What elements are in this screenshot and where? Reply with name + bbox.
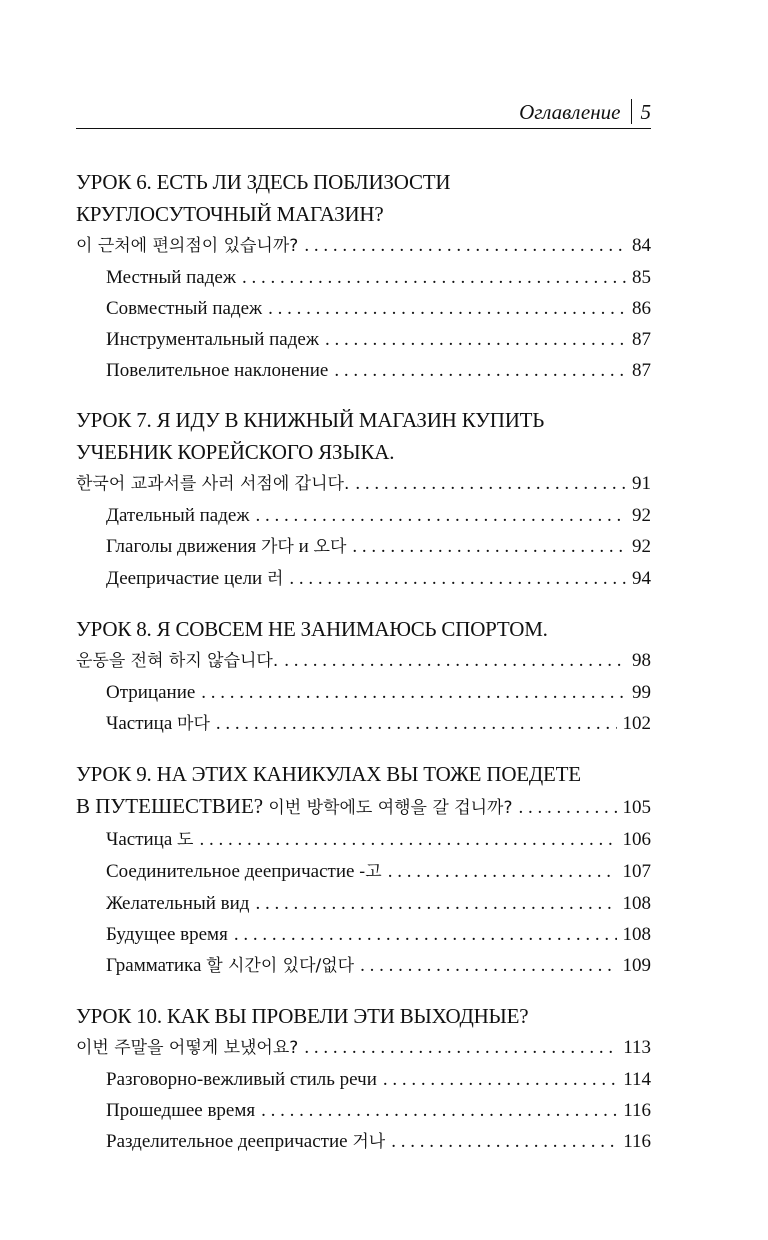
lesson-title-line: УЧЕБНИК КОРЕЙСКОГО ЯЗЫКА. (76, 440, 395, 464)
toc-entry[interactable] (76, 919, 651, 950)
entry-label-korean: 거나 (352, 1132, 386, 1152)
leader-dots (519, 792, 617, 824)
leader-dots (334, 355, 626, 386)
header-rule (76, 128, 651, 129)
toc-entry-korean[interactable] (76, 468, 651, 500)
leader-dots (255, 500, 626, 531)
entry-label (106, 950, 354, 982)
entry-label-korean: -고 (359, 862, 382, 882)
entry-label: Прошедшее время (106, 1100, 256, 1121)
entry-label (76, 790, 513, 824)
leader-dots (304, 1032, 617, 1063)
entry-label: Будущее время (106, 924, 228, 945)
entry-page: 109 (622, 955, 651, 976)
entry-label: 운동을 전혀 하지 않습니다. (76, 651, 279, 671)
leader-dots (234, 919, 617, 950)
entry-label-text: В ПУТЕШЕСТВИЕ? (76, 794, 264, 818)
lesson-title-line: УРОК 9. НА ЭТИХ КАНИКУЛАХ ВЫ ТОЖЕ ПОЕДЕТЕ (76, 762, 581, 786)
toc-entry[interactable] (76, 355, 651, 386)
table-of-contents (76, 166, 651, 1176)
entry-page: 87 (632, 360, 651, 381)
toc-entry[interactable] (76, 888, 651, 919)
leader-dots (304, 230, 626, 261)
toc-entry[interactable] (76, 1095, 651, 1126)
leader-dots (355, 468, 626, 499)
entry-label: 이 근처에 편의점이 있습니까? (76, 236, 299, 256)
entry-label: 이번 주말을 어떻게 보냈어요? (76, 1038, 299, 1058)
toc-entry[interactable] (76, 293, 651, 324)
entry-label: 한국어 교과서를 사러 서점에 갑니다. (76, 474, 350, 494)
entry-label-text: Деепричастие цели (106, 568, 263, 589)
leader-dots (199, 824, 616, 855)
leader-dots (383, 1064, 617, 1095)
entry-label: Местный падеж (106, 267, 236, 288)
entry-label: Дательный падеж (106, 505, 250, 526)
lesson-9 (76, 758, 651, 982)
toc-entry[interactable] (76, 531, 651, 563)
page-number: 5 (640, 100, 651, 124)
toc-entry[interactable] (76, 262, 651, 293)
entry-label (106, 708, 210, 740)
entry-label-text: Соединительное деепричастие (106, 861, 355, 882)
toc-entry[interactable] (76, 324, 651, 355)
toc-entry-korean[interactable] (76, 645, 651, 677)
entry-label (106, 824, 193, 856)
entry-page: 116 (623, 1131, 651, 1152)
entry-page: 86 (632, 298, 651, 319)
entry-label: Повелительное наклонение (106, 360, 329, 381)
lesson-title-line: УРОК 6. ЕСТЬ ЛИ ЗДЕСЬ ПОБЛИЗОСТИ (76, 170, 451, 194)
entry-label (106, 563, 283, 595)
toc-entry[interactable] (76, 677, 651, 708)
entry-page: 108 (622, 924, 651, 945)
entry-label: Инструментальный падеж (106, 329, 319, 350)
toc-entry[interactable] (76, 1126, 651, 1158)
entry-label-conjunction: и (298, 536, 309, 557)
leader-dots (261, 1095, 617, 1126)
toc-entry-korean[interactable] (76, 230, 651, 262)
toc-entry[interactable] (76, 856, 651, 888)
entry-page: 98 (632, 650, 651, 671)
entry-page: 85 (632, 267, 651, 288)
entry-label-text: Частица (106, 829, 173, 850)
lesson-title-line: УРОК 10. КАК ВЫ ПРОВЕЛИ ЭТИ ВЫХОДНЫЕ? (76, 1004, 529, 1028)
entry-page: 106 (622, 829, 651, 850)
entry-label-text: Глаголы движения (106, 536, 257, 557)
entry-label-korean: 러 (266, 569, 284, 589)
header-title: Оглавление (519, 100, 621, 124)
entry-label-korean: 오다 (313, 537, 347, 557)
lesson-title-line: УРОК 7. Я ИДУ В КНИЖНЫЙ МАГАЗИН КУПИТЬ (76, 408, 545, 432)
header-divider (631, 99, 632, 124)
entry-page: 92 (632, 505, 651, 526)
entry-page: 99 (632, 682, 651, 703)
leader-dots (325, 324, 626, 355)
entry-page: 116 (623, 1100, 651, 1121)
lesson-title-line: УРОК 8. Я СОВСЕМ НЕ ЗАНИМАЮСЬ СПОРТОМ. (76, 617, 548, 641)
leader-dots (352, 531, 626, 562)
entry-label: Отрицание (106, 682, 196, 703)
leader-dots (242, 262, 626, 293)
entry-label-korean: 할 시간이 있다/없다 (206, 956, 355, 976)
lesson-6 (76, 166, 651, 386)
entry-page: 107 (622, 861, 651, 882)
leader-dots (284, 645, 626, 676)
toc-entry-title[interactable] (76, 790, 651, 824)
lesson-title-line: КРУГЛОСУТОЧНЫЙ МАГАЗИН? (76, 202, 384, 226)
entry-label (106, 1126, 385, 1158)
lesson-10 (76, 1000, 651, 1158)
toc-entry[interactable] (76, 824, 651, 856)
entry-label (106, 856, 382, 888)
entry-label-korean: 도 (177, 830, 194, 850)
entry-label-text: Разделительное деепричастие (106, 1131, 348, 1152)
leader-dots (391, 1126, 617, 1157)
toc-entry-korean[interactable] (76, 1032, 651, 1064)
leader-dots (268, 293, 626, 324)
leader-dots (388, 856, 617, 887)
entry-label: Желательный вид (106, 893, 250, 914)
entry-page: 92 (632, 536, 651, 557)
entry-label-text: Грамматика (106, 955, 202, 976)
entry-label-korean: 가다 (260, 537, 294, 557)
entry-label: Разговорно-вежливый стиль речи (106, 1069, 377, 1090)
entry-page: 87 (632, 329, 651, 350)
lesson-8 (76, 613, 651, 740)
entry-page: 84 (632, 235, 651, 256)
entry-label: Совместный падеж (106, 298, 263, 319)
entry-page: 113 (623, 1037, 651, 1058)
entry-page: 114 (623, 1069, 651, 1090)
leader-dots (255, 888, 616, 919)
entry-page: 105 (622, 797, 651, 818)
entry-label-korean: 이번 방학에도 여행을 갈 겁니까? (268, 798, 513, 818)
running-header (76, 98, 651, 126)
entry-label (106, 531, 346, 563)
toc-entry[interactable] (76, 563, 651, 595)
toc-entry[interactable] (76, 1064, 651, 1095)
entry-page: 94 (632, 568, 651, 589)
leader-dots (201, 677, 626, 708)
entry-page: 108 (622, 893, 651, 914)
entry-page: 91 (632, 473, 651, 494)
entry-page: 102 (622, 713, 651, 734)
leader-dots (289, 563, 626, 594)
toc-entry[interactable] (76, 500, 651, 531)
lesson-7 (76, 404, 651, 595)
entry-label-korean: 마다 (177, 714, 210, 734)
leader-dots (216, 708, 617, 739)
toc-entry[interactable] (76, 708, 651, 740)
entry-label-text: Частица (106, 713, 173, 734)
toc-entry[interactable] (76, 950, 651, 982)
leader-dots (360, 950, 616, 981)
